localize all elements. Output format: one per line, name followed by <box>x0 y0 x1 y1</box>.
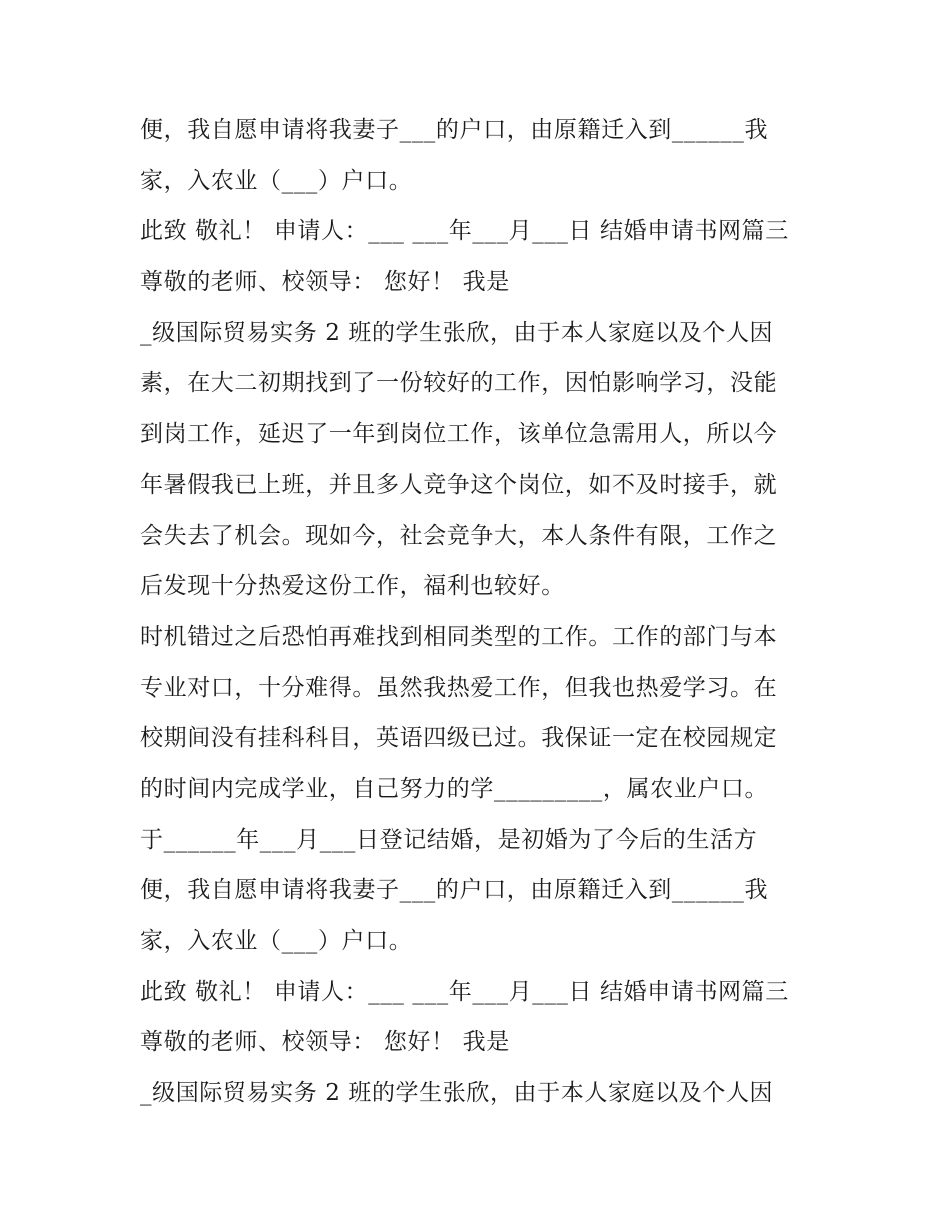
text-line: 后发现十分热爱这份工作，福利也较好。 <box>140 573 565 600</box>
text-line: 此致 敬礼！ 申请人：___ ___年___月___日 结婚申请书网篇三 <box>140 978 789 1005</box>
text-line: 校期间没有挂科科目，英语四级已过。我保证一定在校园规定 <box>140 725 778 752</box>
text-line: 此致 敬礼！ 申请人：___ ___年___月___日 结婚申请书网篇三 <box>140 218 789 245</box>
text-line: 年暑假我已上班，并且多人竞争这个岗位，如不及时接手，就 <box>140 471 778 498</box>
text-line: 专业对口，十分难得。虽然我热爱工作，但我也热爱学习。在 <box>140 674 778 701</box>
text-line: 会失去了机会。现如今，社会竞争大，本人条件有限，工作之 <box>140 522 778 549</box>
document-body <box>140 105 820 1119</box>
text-line: 尊敬的老师、校领导： 您好！ 我是 <box>140 1029 510 1056</box>
text-line: 便，我自愿申请将我妻子___的户口，由原籍迁入到______我 <box>140 877 769 904</box>
text-line: 的时间内完成学业，自己努力的学_________，属农业户口。 <box>140 775 769 802</box>
text-line: 到岗工作，延迟了一年到岗位工作，该单位急需用人，所以今 <box>140 421 778 448</box>
text-line: _级国际贸易实务 2 班的学生张欣，由于本人家庭以及个人因 <box>140 319 774 346</box>
text-line: 便，我自愿申请将我妻子___的户口，由原籍迁入到______我 <box>140 117 769 143</box>
text-line: 家，入农业（___）户口。 <box>140 928 413 954</box>
text-line: 尊敬的老师、校领导： 您好！ 我是 <box>140 269 510 296</box>
text-line: _级国际贸易实务 2 班的学生张欣，由于本人家庭以及个人因 <box>140 1080 774 1107</box>
text-line: 时机错过之后恐怕再难找到相同类型的工作。工作的部门与本 <box>140 623 778 650</box>
text-line: 于______年___月___日登记结婚，是初婚为了今后的生活方 <box>140 826 758 853</box>
text-line: 家，入农业（___）户口。 <box>140 167 413 194</box>
text-line: 素，在大二初期找到了一份较好的工作，因怕影响学习，没能 <box>140 370 778 397</box>
